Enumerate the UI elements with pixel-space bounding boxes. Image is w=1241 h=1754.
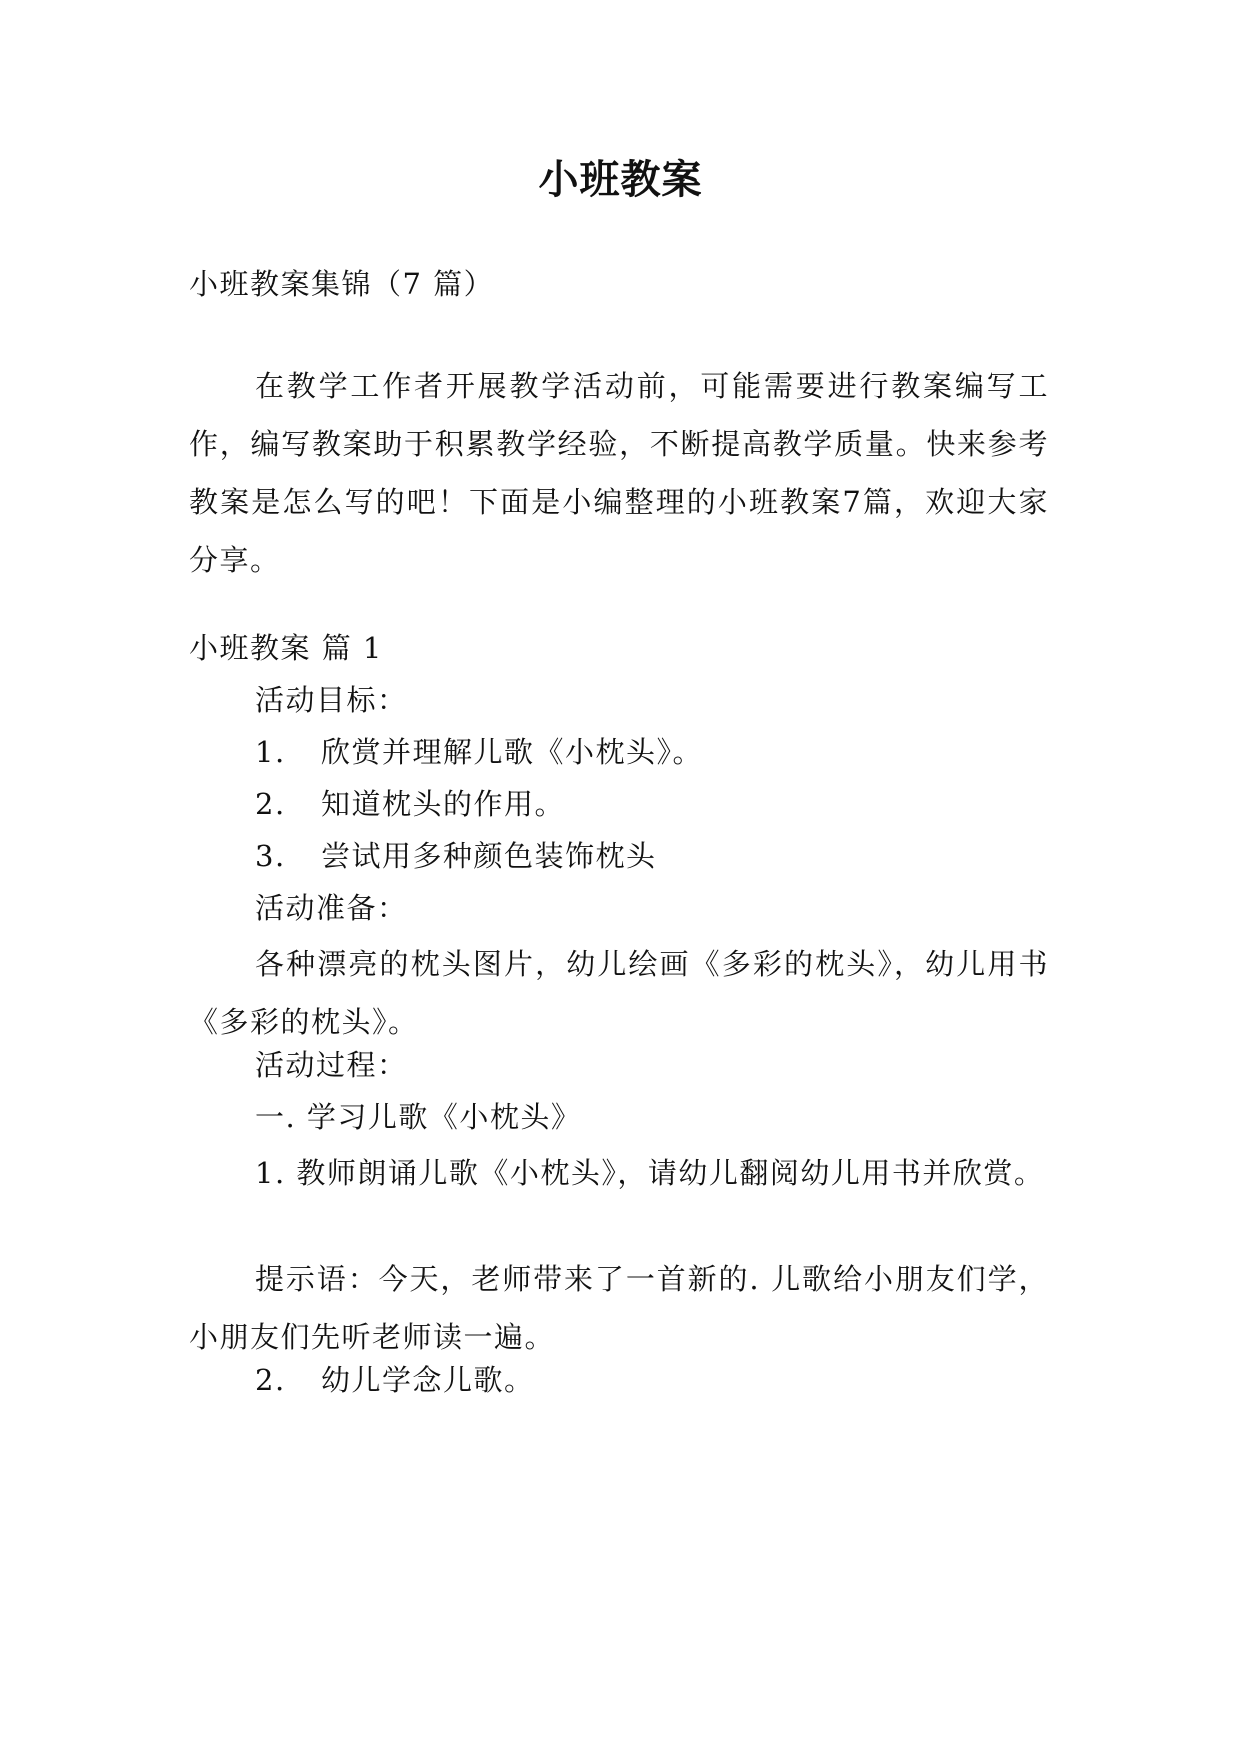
goal-number: 1. [255, 735, 286, 769]
goal-number: 3. [255, 839, 286, 873]
goal-text: 尝试用多种颜色装饰枕头 [321, 839, 657, 873]
process-label: 活动过程： [255, 1048, 408, 1082]
step-item [255, 1360, 535, 1400]
goal-number: 2. [255, 787, 286, 821]
step-text: 幼儿学念儿歌。 [321, 1363, 535, 1397]
section-heading: 小班教案 篇 1 [189, 631, 383, 665]
goal-text: 知道枕头的作用。 [321, 787, 566, 821]
document-title: 小班教案 [538, 157, 703, 203]
goal-item [255, 836, 657, 876]
step-number: 2. [255, 1363, 286, 1397]
intro-paragraph: 在教学工作者开展教学活动前，可能需要进行教案编写工作，编写教案助于积累教学经验，不断提高教学质量。快来参考教案是怎么写的吧！下面是小编整理的小班教案7篇，欢迎大家分享。 [189, 369, 1049, 577]
goal-text: 欣赏并理解儿歌《小枕头》。 [321, 735, 704, 769]
goals-label: 活动目标： [255, 683, 408, 717]
prep-paragraph: 各种漂亮的枕头图片，幼儿绘画《多彩的枕头》，幼儿用书《多彩的枕头》。 [189, 947, 1049, 1039]
step-title: 一. 学习儿歌《小枕头》 [255, 1100, 582, 1134]
step-item-paragraph: 1. 教师朗诵儿歌《小枕头》，请幼儿翻阅幼儿用书并欣赏。 [255, 1156, 1045, 1190]
goal-item [255, 784, 565, 824]
goal-item [255, 732, 703, 772]
prompt-paragraph: 提示语：今天，老师带来了一首新的. 儿歌给小朋友们学，小朋友们先听老师读一遍。 [189, 1262, 1049, 1354]
document-subtitle: 小班教案集锦（7 篇） [189, 267, 495, 301]
prep-label: 活动准备： [255, 891, 408, 925]
